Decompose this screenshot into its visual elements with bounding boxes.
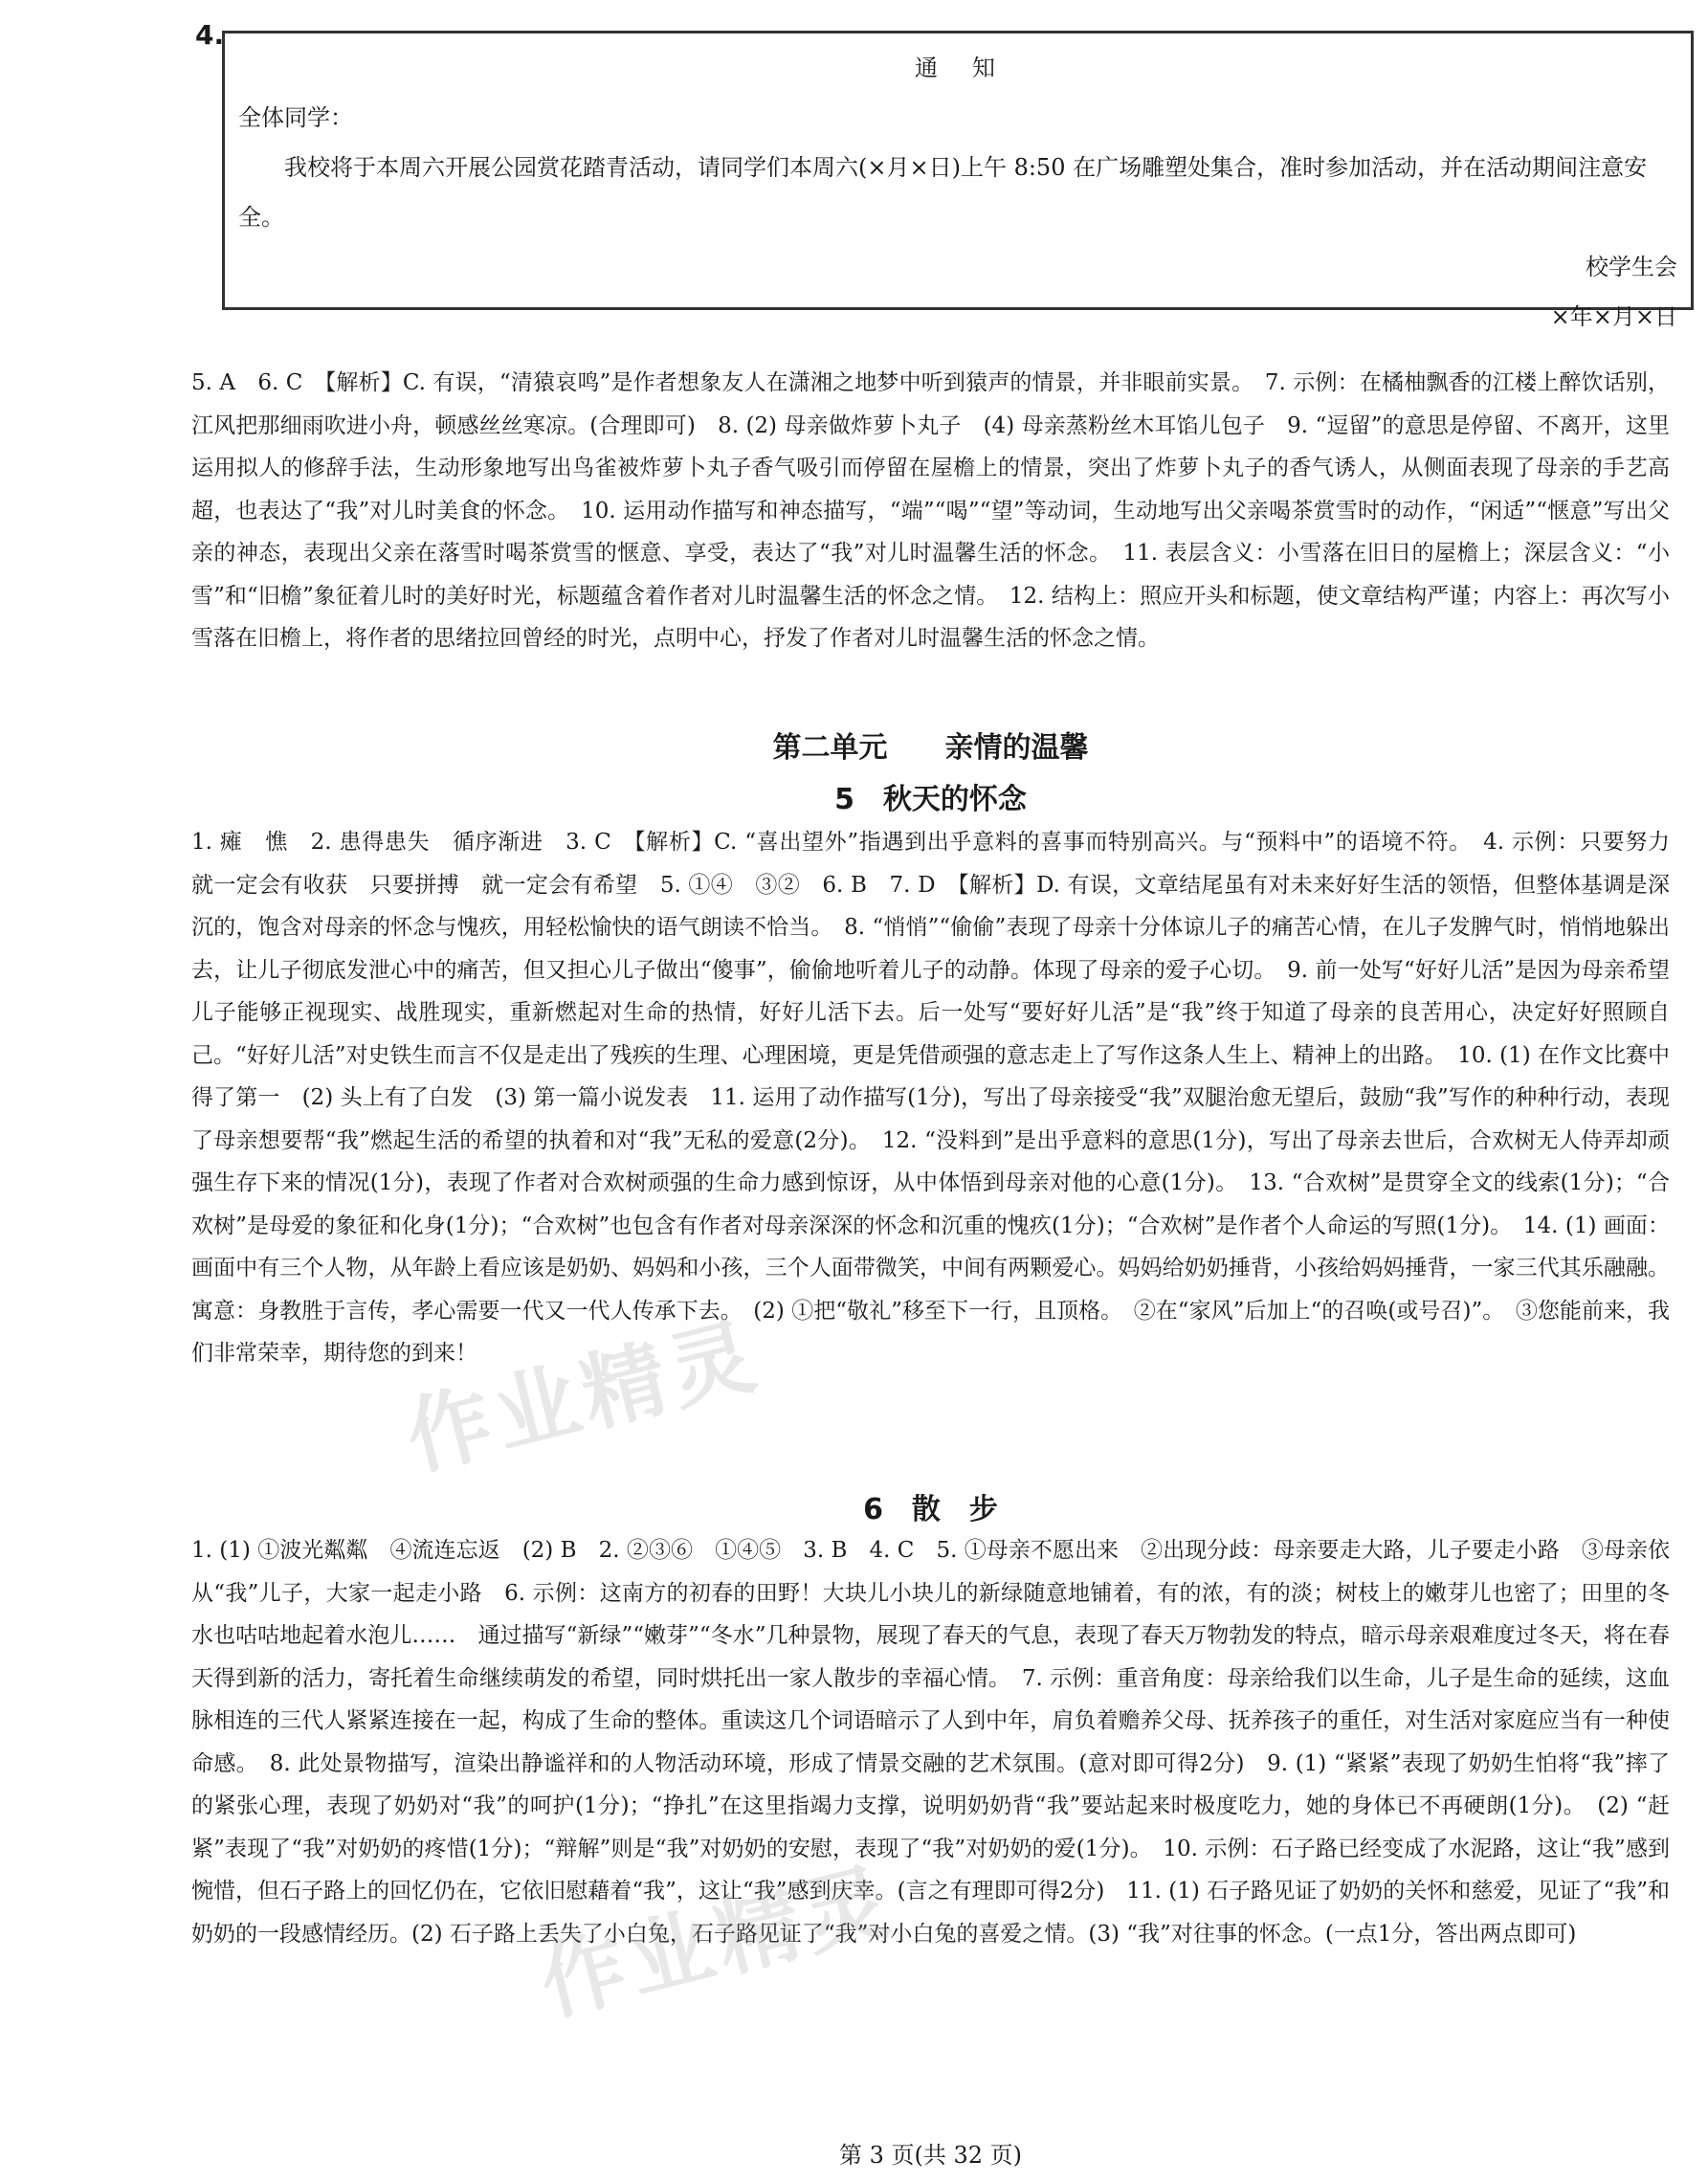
notice-date: ×年×月×日 [1550,303,1677,330]
notice-body: 我校将于本周六开展公园赏花踏青活动，请同学们本周六(×月×日)上午 8:50 在广场雕塑处集合，准时参加活动，并在活动期间注意安全。 [238,154,1648,231]
notice-box [222,31,1694,330]
question-4-number: 4. [195,19,225,51]
page-footer: 第 3 页(共 32 页) [838,2142,1023,2169]
answers-block-lesson-5: 1. 瘫 憔 2. 患得患失 循序渐进 3. C 【解析】C. “喜出望外”指遇到出乎意料的喜事而特别高兴。与“预料中”的语境不符。 4. 示例：只要努力 就一定会有收获 只要拼搏 就一定会有希望 5. ①④ ③② 6. B 7. D 【解析】D. 有误，文章结尾虽有对未来好好生活的领悟，但整体基调是深沉的，饱含对母亲的怀念与愧疚，用轻松愉快的语气朗读不恰当。 8. “悄悄”“偷偷”表现了母亲十分体谅儿子的痛苦心情，在儿子发脾气时，悄悄地躲出去，让儿子彻底发泄心中的痛苦，但又担心儿子做出“傻事”，偷偷地听着儿子的动静。体现了母亲的爱子心切。 9. 前一处写“好好儿活”是因为母亲希望儿子能够正视现实、战胜现实，重新燃起对生命的热情，好好儿活下去。后一处写“要好好儿活”是“我”终于知道了母亲的良苦用心，决定好好照顾自己。“好好儿活”对史铁生而言不仅是走出了残疾的生理、心理困境，更是凭借顽强的意志走上了写作这条人生上、精神上的出路。 10. (1) 在作文比赛中得了第一 (2) 头上有了白发 (3) 第一篇小说发表 11. 运用了动作描写(1分)，写出了母亲接受“我”双腿治愈无望后，鼓励“我”写作的种种行动，表现了母亲想要帮“我”燃起生活的希望的执着和对“我”无私的爱意(2分)。 12. “没料到”是出乎意料的意思(1分)，写出了母亲去世后，合欢树无人侍弄却顽强生存下来的情况(1分)，表现了作者对合欢树顽强的生命力感到惊讶，从中体悟到母亲对他的心意(1分)。 13. “合欢树”是贯穿全文的线索(1分)；“合欢树”是母爱的象征和化身(1分)；“合欢树”也包含有作者对母亲深深的怀念和沉重的愧疚(1分)；“合欢树”是作者个人命运的写照(1分)。 14. (1) 画面：画面中有三个人物，从年龄上看应该是奶奶、妈妈和小孩，三个人面带微笑，中间有两颗爱心。妈妈给奶奶捶背，小孩给妈妈捶背，一家三代其乐融融。寓意：身教胜于言传，孝心需要一代又一代人传承下去。 (2) ①把“敬礼”移至下一行，且顶格。 ②在“家风”后加上“的召唤(或号召)”。 ③您能前来，我们非常荣幸，期待您的到来！ [191,830,1692,1366]
notice-salutation: 全体同学： [238,104,353,131]
answers-block-unit1: 5. A 6. C 【解析】C. 有误，“清猿哀鸣”是作者想象友人在潇湘之地梦中听到猿声的情景，并非眼前实景。 7. 示例：在橘柚飘香的江楼上醉饮话别，江风把那细雨吹进小舟，顿感丝丝寒凉。(合理即可) 8. (2) 母亲做炸萝卜丸子 (4) 母亲蒸粉丝木耳馅儿包子 9. “逗留”的意思是停留、不离开，这里运用拟人的修辞手法，生动形象地写出鸟雀被炸萝卜丸子香气吸引而停留在屋檐上的情景，突出了炸萝卜丸子的香气诱人，从侧面表现了母亲的手艺高超，也表达了“我”对儿时美食的怀念。 10. 运用动作描写和神态描写，“端”“喝”“望”等动词，生动地写出父亲喝茶赏雪时的动作，“闲适”“惬意”写出父亲的神态，表现出父亲在落雪时喝茶赏雪的惬意、享受，表达了“我”对儿时温馨生活的怀念。 11. 表层含义：小雪落在旧日的屋檐上；深层含义：“小雪”和“旧檐”象征着儿时的美好时光，标题蕴含着作者对儿时温馨生活的怀念之情。 12. 结构上：照应开头和标题，使文章结构严谨；内容上：再次写小雪落在旧檐上，将作者的思绪拉回曾经的时光，点明中心，抒发了作者对儿时温馨生活的怀念之情。 [191,370,1670,651]
watermark-top: 作业精灵 [396,1303,770,1488]
lesson-5-title: 5 秋天的怀念 [834,783,1027,816]
watermark-bottom: 作业精灵 [530,1849,904,2034]
notice-title: 通 知 [915,55,1001,81]
unit-title: 第二单元 亲情的温馨 [772,731,1089,765]
lesson-6-title: 6 散 步 [863,1493,998,1526]
notice-signature: 校学生会 [1586,254,1677,280]
answers-block-lesson-6: 1. (1) ①波光粼粼 ④流连忘返 (2) B 2. ②③⑥ ①④⑤ 3. B 4. C 5. ①母亲不愿出来 ②出现分歧：母亲要走大路，儿子要走小路 ③母亲依从“我”儿子，大家一起走小路 6. 示例：这南方的初春的田野！大块儿小块儿的新绿随意地铺着，有的浓，有的淡；树枝上的嫩芽儿也密了；田里的冬水也咕咕地起着水泡儿…… 通过描写“新绿”“嫩芽”“冬水”几种景物，展现了春天的气息，表现了春天万物勃发的特点，暗示母亲艰难度过冬天，将在春天得到新的活力，寄托着生命继续萌发的希望，同时烘托出一家人散步的幸福心情。 7. 示例：重音角度：母亲给我们以生命，儿子是生命的延续，这血脉相连的三代人紧紧连接在一起，构成了生命的整体。重读这几个词语暗示了人到中年，肩负着赡养父母、抚养孩子的重任，对生活对家庭应当有一种使命感。 8. 此处景物描写，渲染出静谧祥和的人物活动环境，形成了情景交融的艺术氛围。(意对即可得2分) 9. (1) “紧紧”表现了奶奶生怕将“我”摔了的紧张心理，表现了奶奶对“我”的呵护(1分)；“挣扎”在这里指竭力支撑，说明奶奶背“我”要站起来时极度吃力，她的身体已不再硬朗(1分)。 (2) “赶紧”表现了“我”对奶奶的疼惜(1分)；“辩解”则是“我”对奶奶的安慰，表现了“我”对奶奶的爱(1分)。 10. 示例：石子路已经变成了水泥路，这让“我”感到惋惜，但石子路上的回忆仍在，它依旧慰藉着“我”，这让“我”感到庆幸。(言之有理即可得2分) 11. (1) 石子路见证了奶奶的关怀和慈爱，见证了“我”和奶奶的一段感情经历。(2) 石子路上丢失了小白兔，石子路见证了“我”对小白兔的喜爱之情。(3) “我”对往事的怀念。(一点1分，答出两点即可) [191,1538,1670,1947]
